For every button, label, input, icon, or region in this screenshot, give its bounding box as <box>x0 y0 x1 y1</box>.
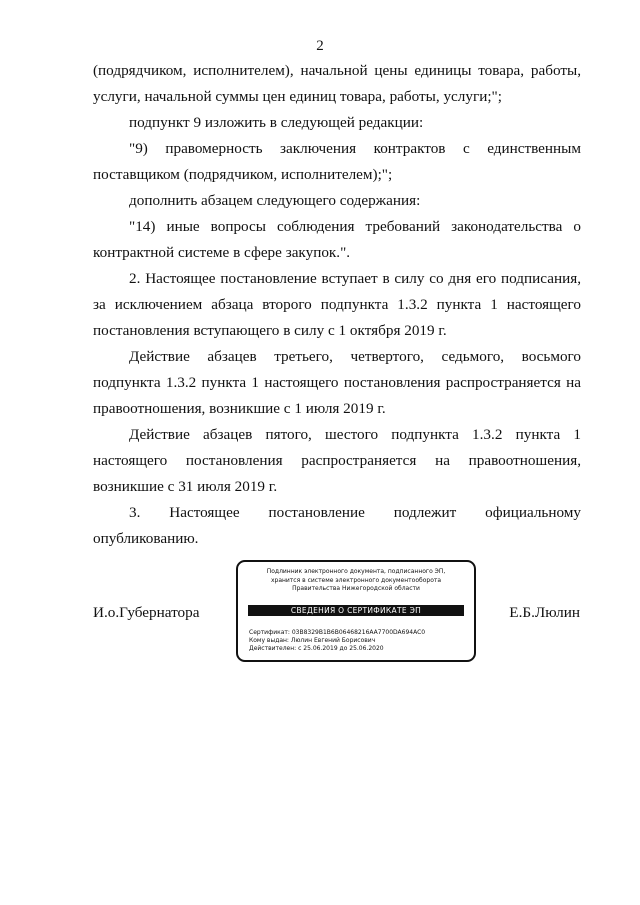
paragraph: "9) правомерность заключения контрактов с единственным поставщиком (подрядчиком, исполнителем);"; <box>93 140 581 183</box>
paragraph: Действие абзацев третьего, четвертого, седьмого, восьмого подпункта 1.3.2 пункта 1 настоящего постановления распространяется на правоотношения, возникшие с 1 июля 2019 г. <box>93 348 581 417</box>
paragraph: 2. Настоящее постановление вступает в силу со дня его подписания, за исключением абзаца второго подпункта 1.3.2 пункта 1 настоящего постановления вступающего в силу с 1 октября 2019 г. <box>93 270 581 339</box>
paragraph: Действие абзацев пятого, шестого подпункта 1.3.2 пункта 1 настоящего постановления распространяется на правоотношения, возникшие с 31 июля 2019 г. <box>93 426 581 495</box>
document-body <box>93 58 581 552</box>
stamp-header-line: Подлинник электронного документа, подписанного ЭП, <box>266 568 446 575</box>
signer-position: И.о.Губернатора <box>93 604 200 621</box>
stamp-header <box>238 568 474 594</box>
stamp-header-line: хранится в системе электронного документооборота <box>270 576 442 584</box>
stamp-certificate-bar: СВЕДЕНИЯ О СЕРТИФИКАТЕ ЭП <box>248 605 464 616</box>
stamp-validity: Действителен: с 25.06.2019 до 25.06.2020 <box>249 645 384 652</box>
stamp-certificate: Сертификат: 03B8329B1B6B06468216AA7700DA694AC0 <box>249 629 426 636</box>
stamp-header-line: Правительства Нижегородской области <box>292 585 420 592</box>
signer-name: Е.Б.Люлин <box>509 604 580 621</box>
e-signature-stamp <box>236 560 476 662</box>
stamp-issued-to: Кому выдан: Люлин Евгений Борисович <box>249 637 376 644</box>
paragraph: "14) иные вопросы соблюдения требований законодательства о контрактной системе в сфере закупок.". <box>93 218 581 261</box>
stamp-info <box>249 629 425 653</box>
paragraph: дополнить абзацем следующего содержания: <box>129 192 421 209</box>
paragraph: 3. Настоящее постановление подлежит официальному опубликованию. <box>93 504 581 547</box>
page-number: 2 <box>316 38 324 54</box>
paragraph: (подрядчиком, исполнителем), начальной цены единицы товара, работы, услуги, начальной суммы цен единиц товара, работы, услуги;"; <box>93 62 581 105</box>
paragraph: подпункт 9 изложить в следующей редакции: <box>129 114 424 131</box>
